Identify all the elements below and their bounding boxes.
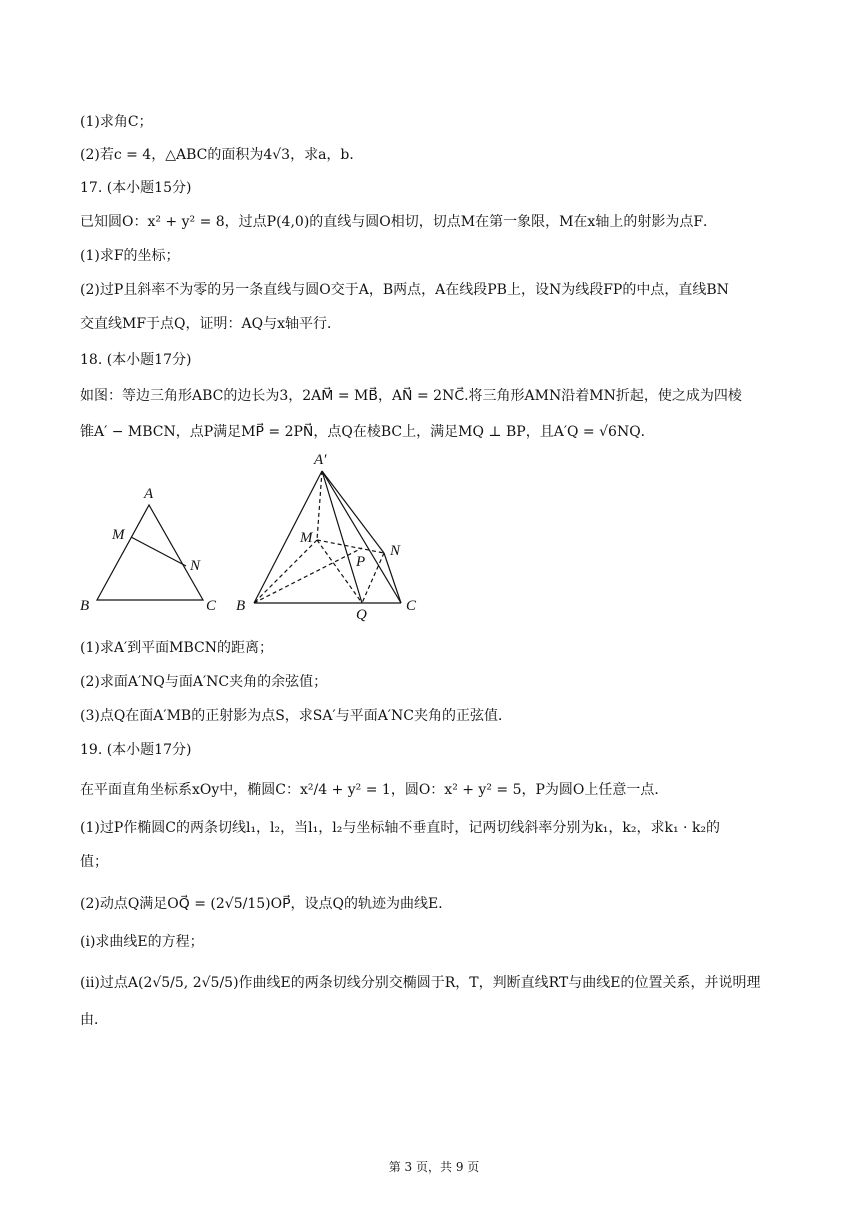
q19-part2-i: (i)求曲线E的方程； — [80, 934, 204, 950]
pyramid-dashed-edges — [254, 471, 384, 603]
q19-stem: 在平面直角坐标系xOy中，椭圆C：x²/4 + y² = 1，圆O：x² + y² = 5，P为圆O上任意一点． — [80, 782, 669, 798]
label-a: A — [144, 486, 154, 502]
label-n2: N — [390, 543, 401, 559]
q18-heading: 18. (本小题17分) — [80, 352, 192, 368]
q18-part3: (3)点Q在面A′MB的正射影为点S，求SA′与平面A′NC夹角的正弦值． — [80, 708, 512, 724]
label-c2: C — [406, 598, 417, 614]
label-m: M — [112, 527, 125, 543]
label-m2: M — [300, 530, 313, 546]
q16-part1: (1)求角C； — [80, 114, 153, 130]
q18-stem: 如图：等边三角形ABC的边长为3，2AM⃗ = MB⃗，AN⃗ = 2NC⃗.将三角形AMN沿着MN折起，使之成为四棱 — [80, 388, 742, 404]
q17-heading: 17. (本小题15分) — [80, 180, 192, 196]
label-a-prime: A′ — [314, 452, 327, 468]
q19-part2: (2)动点Q满足OQ⃗ = (2√5/15)OP⃗，设点Q的轨迹为曲线E． — [80, 896, 453, 912]
triangle-abc — [97, 505, 203, 600]
q17-stem: 已知圆O：x² + y² = 8，过点P(4,0)的直线与圆O相切，切点M在第一象限，M在x轴上的射影为点F． — [80, 214, 718, 230]
q19-heading: 19. (本小题17分) — [80, 742, 192, 758]
q16-part2: (2)若c = 4，△ABC的面积为4√3，求a，b． — [80, 147, 364, 163]
pyramid-solid-edges — [254, 471, 401, 603]
q19-part1: (1)过P作椭圆C的两条切线l₁，l₂，当l₁，l₂与坐标轴不垂直时，记两切线斜率分别为k₁，k₂，求k₁ · k₂的 — [80, 820, 721, 836]
label-b2: B — [236, 598, 246, 614]
q17-part1: (1)求F的坐标； — [80, 248, 180, 264]
q19-part2-ii: (ii)过点A(2√5/5, 2√5/5)作曲线E的两条切线分别交椭圆于R，T，判断直线RT与曲线E的位置关系，并说明理 — [80, 975, 761, 991]
q19-part1-cont: 值； — [80, 854, 108, 870]
q18-figure — [70, 440, 470, 630]
q17-part2-cont: 交直线MF于点Q，证明：AQ与x轴平行． — [80, 316, 342, 332]
q17-part2: (2)过P且斜率不为零的另一条直线与圆O交于A，B两点，A在线段PB上，设N为线段FP的中点，直线BN — [80, 282, 729, 298]
label-n: N — [190, 558, 201, 574]
q18-part1: (1)求A′到平面MBCN的距离； — [80, 640, 273, 656]
label-b: B — [80, 598, 90, 614]
q19-part2-ii-cont: 由． — [80, 1012, 108, 1028]
q18-part2: (2)求面A′NQ与面A′NC夹角的余弦值； — [80, 674, 328, 690]
page-footer: 第 3 页，共 9 页 — [388, 1160, 480, 1174]
label-p: P — [356, 554, 366, 570]
label-c: C — [206, 598, 217, 614]
q18-stem-cont: 锥A′ − MBCN，点P满足MP⃗ = 2PN⃗，点Q在棱BC上，满足MQ ⊥ BP，且A′Q = √6NQ． — [80, 424, 655, 440]
segment-mn — [131, 537, 186, 566]
label-q: Q — [356, 607, 367, 623]
